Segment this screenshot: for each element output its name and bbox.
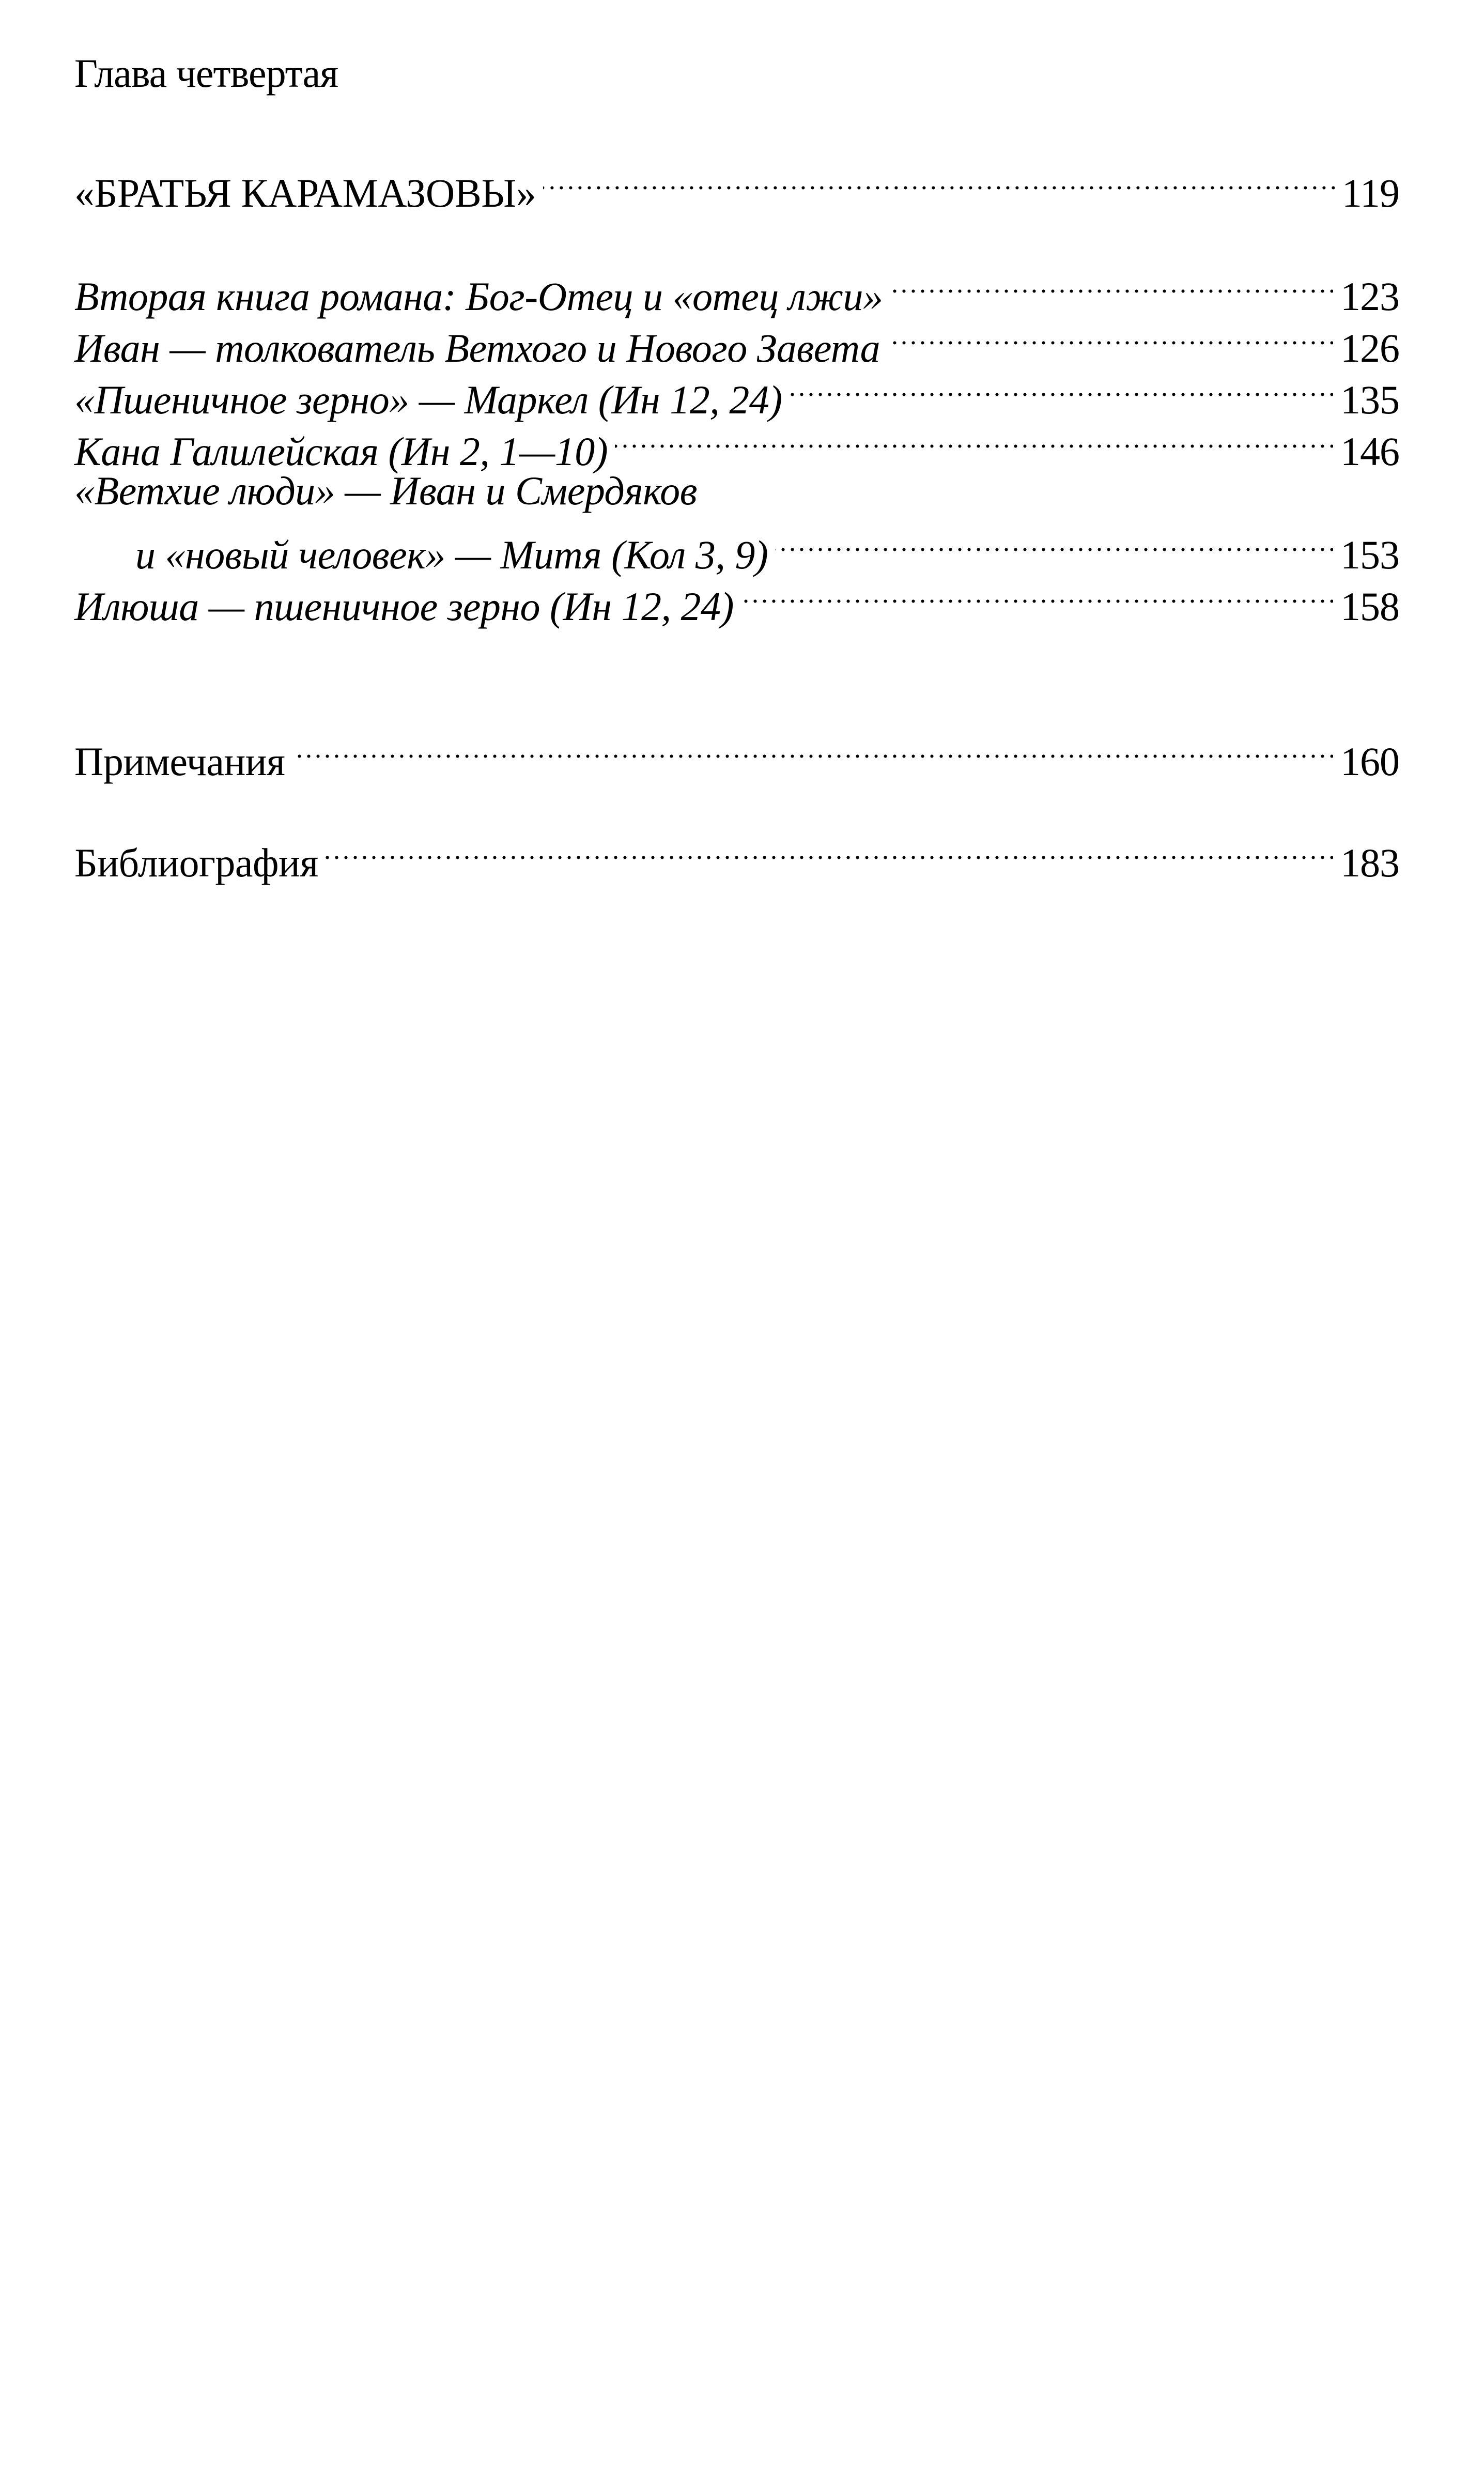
dot-leader xyxy=(292,723,1333,775)
dot-leader xyxy=(790,362,1333,413)
dot-leader xyxy=(615,413,1333,465)
toc-entry-chapter-title xyxy=(74,155,1399,215)
toc-entry-page: 126 xyxy=(1340,326,1399,371)
toc-entry-page: 160 xyxy=(1340,739,1399,784)
toc-entry-page: 153 xyxy=(1340,532,1399,577)
dot-leader xyxy=(775,517,1333,568)
toc-entry-bibliography xyxy=(74,825,1399,885)
toc-entry-title: Иван — толкователь Ветхого и Нового Завета xyxy=(74,326,880,371)
dot-leader xyxy=(543,155,1335,207)
dot-leader xyxy=(326,825,1333,876)
toc-entry-page: 123 xyxy=(1340,274,1399,319)
toc-entry-title: «БРАТЬЯ КАРАМАЗОВЫ» xyxy=(74,171,536,215)
chapter-label: Глава четвертая xyxy=(74,51,338,96)
dot-leader xyxy=(741,568,1333,620)
toc-entry-section xyxy=(74,413,1399,474)
toc-entry-notes xyxy=(74,723,1399,784)
toc-entry-page: 119 xyxy=(1341,171,1399,215)
toc-entry-title: Илюша — пшеничное зерно (Ин 12, 24) xyxy=(74,584,734,629)
toc-entry-section-line1 xyxy=(74,465,1399,517)
toc-entry-title: Примечания xyxy=(74,739,285,784)
dot-leader xyxy=(890,258,1333,310)
toc-entry-page: 135 xyxy=(1340,377,1399,422)
toc-entry-section xyxy=(74,310,1399,371)
toc-entry-page: 183 xyxy=(1340,840,1399,885)
toc-entry-section-line2 xyxy=(135,517,1399,577)
toc-entry-title: «Пшеничное зерно» — Маркел (Ин 12, 24) xyxy=(74,377,782,422)
toc-entry-title: Библиография xyxy=(74,840,318,885)
toc-entry-title-line2: и «новый человек» — Митя (Кол 3, 9) xyxy=(135,532,768,577)
toc-entry-page: 158 xyxy=(1340,584,1399,629)
dot-leader xyxy=(887,310,1333,362)
toc-entry-title: Вторая книга романа: Бог-Отец и «отец лжи» xyxy=(74,274,883,319)
toc-entry-section xyxy=(74,362,1399,422)
toc-entry-section xyxy=(74,258,1399,319)
toc-entry-title: Кана Галилейская (Ин 2, 1—10) xyxy=(74,429,608,474)
toc-entry-page: 146 xyxy=(1340,429,1399,474)
toc-entry-title-line1: «Ветхие люди» — Иван и Смердяков xyxy=(74,468,697,513)
toc-entry-section xyxy=(74,568,1399,629)
